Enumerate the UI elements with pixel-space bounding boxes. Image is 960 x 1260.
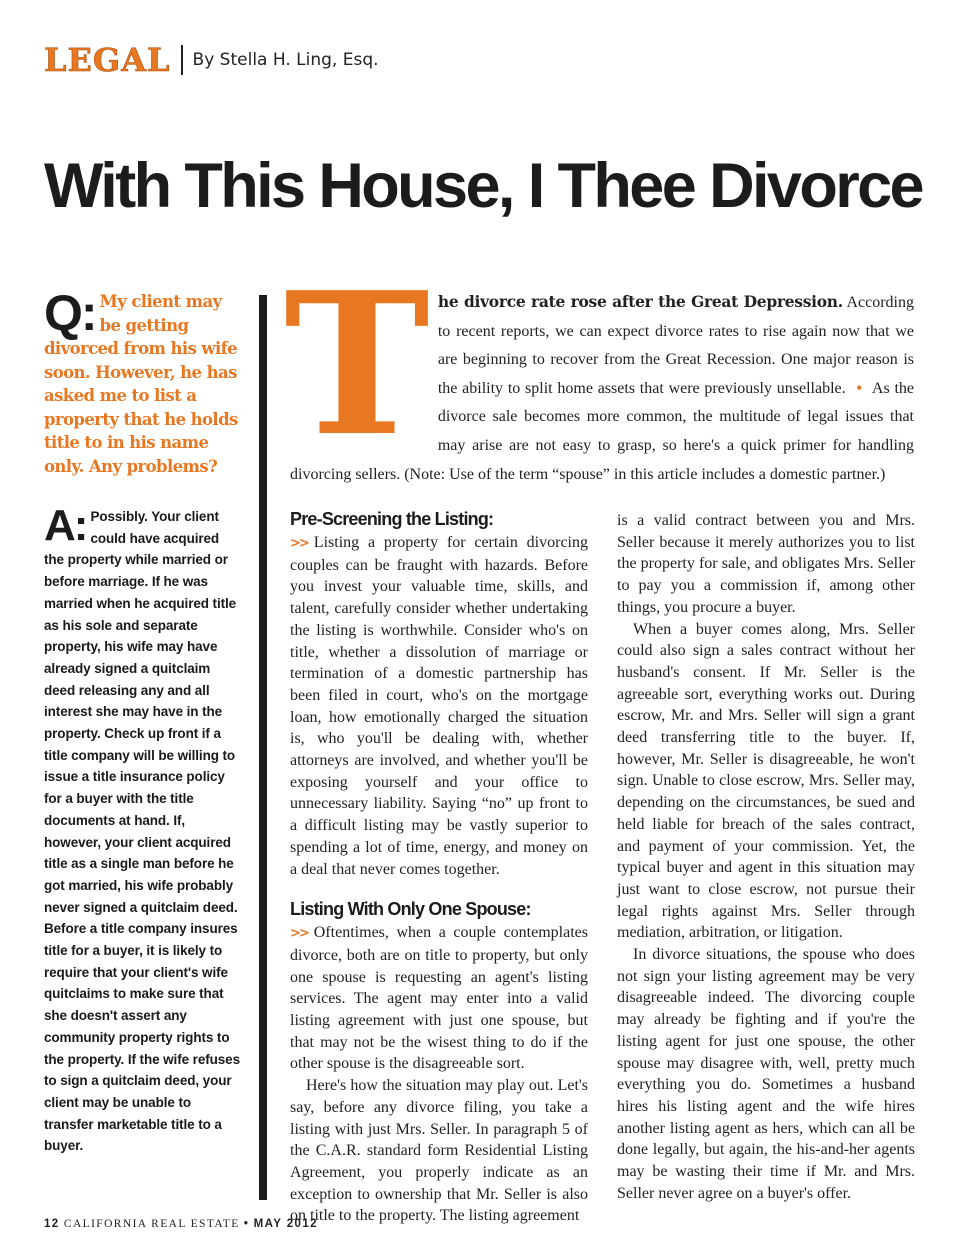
- question-letter: Q:: [44, 285, 96, 341]
- byline: By Stella H. Ling, Esq.: [192, 50, 379, 70]
- intro-lead: he divorce rate rose after the Great Depression.: [437, 292, 843, 311]
- section-label: LEGAL: [44, 41, 171, 79]
- section-body-prescreening-text: Listing a property for certain divorcing couples can be fraught with hazards. Before you invest your valuable time, skills, and talent, carefully consider whether undertaking the listing is worthwhile. Consider who's on title, whether a dissolution of marriage or termination of a domestic partnership has been filed in court, who's on the mortgage loan, how emotionally charged the situation is, who you'll be dealing with, whether attorneys are involved, and whether you'll be exposing yourself and your office to unnecessary liability. Saying “no” up front to a difficult listing may be vastly superior to spending a lot of time, energy, and money on a deal that never comes together.: [290, 534, 588, 878]
- article-intro: [284, 250, 914, 489]
- right-paragraph-2: When a buyer comes along, Mrs. Seller could also sign a sales contract without her husband's consent. If Mr. Seller is the agreeable sort, everything works out. During escrow, Mr. and Mrs. Seller will sign a grant deed transferring title to the buyer. If, however, Mr. Seller is disagreeable, he won't sign. Unable to close escrow, Mrs. Seller may, depending on the circumstances, be sued and held liable for breach of the sales contract, and payment of your commission. Yet, the typical buyer and agent in this situation may just want to close escrow, not pursue their legal rights against Mrs. Seller through mediation, arbitration, or litigation.: [617, 620, 915, 942]
- section-body-one-spouse-2: Here's how the situation may play out. Let's say, before any divorce filing, you take a listing with just Mrs. Seller. In paragraph 5 of the C.A.R. standard form Residential Listing Agreement, you properly indicate as an exception to ownership that Mr. Seller is also on title to the property. The listing agreement: [290, 1077, 588, 1225]
- answer-block: [44, 501, 242, 1157]
- section-header: [44, 38, 379, 82]
- headline: With This House, I Thee Divorce: [44, 151, 922, 221]
- section-body-one-spouse-text: Oftentimes, when a couple contemplates divorce, both are on title to property, but only one spouse is requesting an agent's listing services. The agent may enter into a valid listing agreement with just one spouse, but that may not be the wisest thing to do if the other spouse is the disagreeable sort.: [290, 924, 588, 1073]
- right-paragraph-1: is a valid contract between you and Mrs. Seller because it merely authorizes you to list the property for sale, and obligates Mrs. Seller to pay you a commission if, among other things, you procure a buyer.: [617, 512, 915, 616]
- qa-sidebar: [44, 285, 242, 1157]
- answer-text: Possibly. Your client could have acquired the property while married or before marriage. If he was married when he acquired title as his sole and separate property, his wife may have already signed a quitclaim deed releasing any and all interest she may have in the property. Check up front if a title company will be willing to issue a title insurance policy for a buyer with the title documents at hand. If, however, your client acquired title as a single man before he got married, his wife probably never signed a quitclaim deed. Before a title company insures title for a buyer, it is likely to require that your client's wife quitclaims to make sure that she doesn't assert any community property rights to the property. If the wife refuses to sign a quitclaim deed, your client may be unable to transfer marketable title to a buyer.: [44, 509, 240, 1154]
- drop-cap: T: [284, 250, 426, 480]
- question-text: My client may be getting divorced from his wife soon. However, he has asked me to list a property that he holds title to in his name only. Any problems?: [44, 292, 238, 476]
- column-divider: [259, 295, 267, 1200]
- section-body-one-spouse: [290, 922, 588, 1075]
- section-heading-prescreening: Pre-Screening the Listing:: [290, 509, 494, 529]
- issue-date: MAY 2012: [253, 1218, 318, 1230]
- answer-letter: A:: [44, 501, 87, 550]
- page-number: 12: [44, 1218, 60, 1230]
- article-column-right: [617, 510, 915, 1205]
- question-block: [44, 285, 242, 478]
- intro-text-1: According to recent reports, we can expect divorce rates to rise again now that we are beginning to recover from the Great Recession. One major reason is the ability to split home assets that were previously unsellable.: [437, 294, 914, 397]
- double-chevron-icon: >>: [290, 536, 308, 551]
- section-body-prescreening: [290, 532, 588, 880]
- right-paragraph-3: In divorce situations, the spouse who does not sign your listing agreement may be very disagreeable indeed. The divorcing couple may already be fighting and if you're the listing agent for just one spouse, the other spouse may disagree with, well, pretty much everything you do. Sometimes a husband hires his listing agent and the wife hires another listing agent as hers, which can all be done legally, but again, the his-and-her agents may be wasting their time if Mr. and Mrs. Seller never agree on a buyer's offer.: [617, 946, 915, 1202]
- article-column-middle: [290, 506, 588, 1227]
- section-heading-one-spouse: Listing With Only One Spouse:: [290, 899, 531, 920]
- header-divider: [181, 45, 183, 75]
- bullet-icon: •: [856, 379, 862, 397]
- footer-bullet: •: [243, 1218, 250, 1230]
- intro-text-2: As the divorce sale becomes more common, the multitude of legal issues that may arise are not easy to grasp, so here's a quick primer for handling divorcing sellers. (Note: Use of the term “spouse” in this article includes a domestic partner.): [290, 379, 914, 483]
- double-chevron-icon: >>: [290, 926, 308, 942]
- page-footer: [44, 1218, 318, 1230]
- publication-name: CALIFORNIA REAL ESTATE: [63, 1218, 240, 1230]
